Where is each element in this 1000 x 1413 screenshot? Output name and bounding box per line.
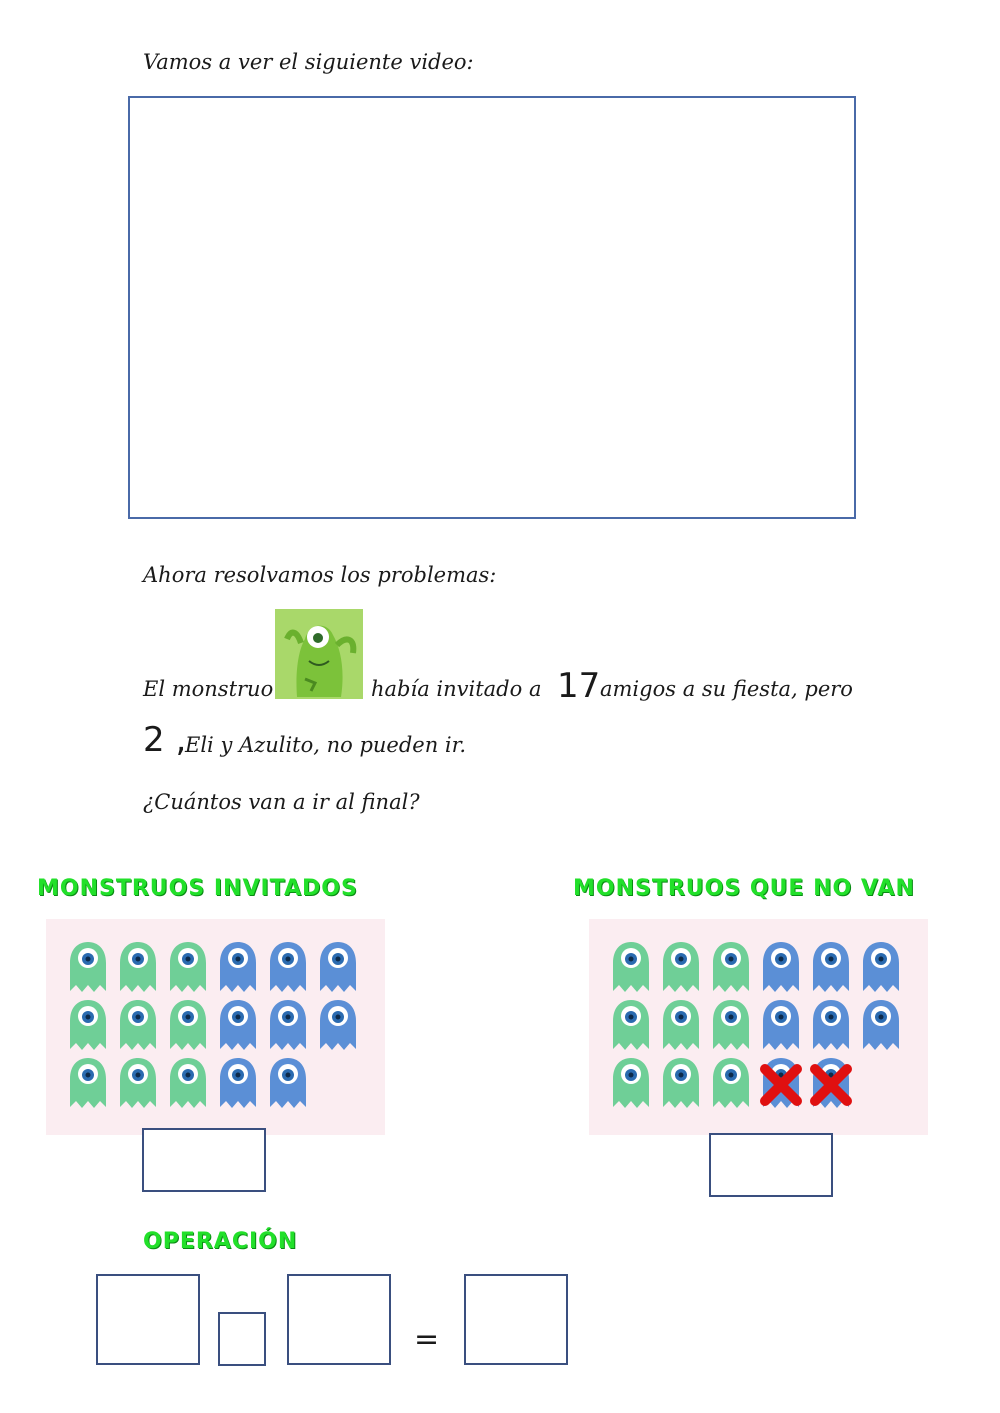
green-monster-icon [659, 939, 703, 995]
blue-monster-icon [216, 1055, 260, 1111]
green-monster-image [275, 609, 363, 699]
green-monster-icon [709, 997, 753, 1053]
green-monster-icon [66, 997, 110, 1053]
green-monster-icon [659, 1055, 703, 1111]
result-box[interactable] [464, 1274, 568, 1365]
invited-monsters-panel [46, 919, 385, 1135]
green-monster-icon [116, 939, 160, 995]
blue-monster-icon [316, 939, 360, 995]
operand-1-box[interactable] [96, 1274, 200, 1365]
red-cross-icon [759, 1063, 803, 1119]
problem-text-part3: amigos a su fiesta, pero [600, 677, 853, 701]
blue-monster-icon [216, 997, 260, 1053]
green-monster-icon [609, 1055, 653, 1111]
not-going-heading: MONSTRUOS QUE NO VAN [573, 876, 915, 901]
blue-monster-icon [266, 1055, 310, 1111]
green-monster-icon [166, 1055, 210, 1111]
blue-monster-icon [809, 939, 853, 995]
number-invited: 17 [557, 666, 601, 706]
video-prompt: Vamos a ver el siguiente video: [143, 50, 474, 74]
green-monster-icon [66, 939, 110, 995]
problem-text-part2: había invitado a [371, 677, 542, 701]
problem-text-part1: El monstruo [143, 677, 274, 701]
blue-monster-icon [859, 939, 903, 995]
blue-monster-icon [216, 939, 260, 995]
blue-monster-icon [316, 997, 360, 1053]
green-monster-icon [166, 997, 210, 1053]
blue-monster-icon [759, 997, 803, 1053]
blue-monster-icon [759, 939, 803, 995]
green-monster-icon [609, 997, 653, 1053]
green-monster-icon [116, 1055, 160, 1111]
not-going-count-answer-box[interactable] [709, 1133, 833, 1197]
problems-prompt: Ahora resolvamos los problemas: [143, 563, 497, 587]
equals-sign: = [414, 1322, 440, 1357]
green-monster-icon [709, 939, 753, 995]
blue-monster-icon [266, 939, 310, 995]
blue-monster-icon [809, 997, 853, 1053]
green-monster-icon [659, 997, 703, 1053]
question-text: ¿Cuántos van a ir al final? [143, 790, 420, 814]
blue-monster-icon [859, 997, 903, 1053]
green-monster-icon [609, 939, 653, 995]
operation-heading: OPERACIÓN [143, 1229, 298, 1254]
problem-text-part4: Eli y Azulito, no pueden ir. [185, 733, 467, 757]
video-frame[interactable] [128, 96, 856, 519]
green-monster-icon [709, 1055, 753, 1111]
invited-count-answer-box[interactable] [142, 1128, 266, 1192]
not-going-monsters-panel [589, 919, 928, 1135]
blue-monster-icon [266, 997, 310, 1053]
green-monster-icon [116, 997, 160, 1053]
operator-box[interactable] [218, 1312, 266, 1366]
operand-2-box[interactable] [287, 1274, 391, 1365]
red-cross-icon [809, 1063, 853, 1119]
green-monster-icon [275, 609, 363, 699]
green-monster-icon [166, 939, 210, 995]
green-monster-icon [66, 1055, 110, 1111]
number-absent: 2 , [143, 720, 187, 760]
invited-heading: MONSTRUOS INVITADOS [37, 876, 358, 901]
